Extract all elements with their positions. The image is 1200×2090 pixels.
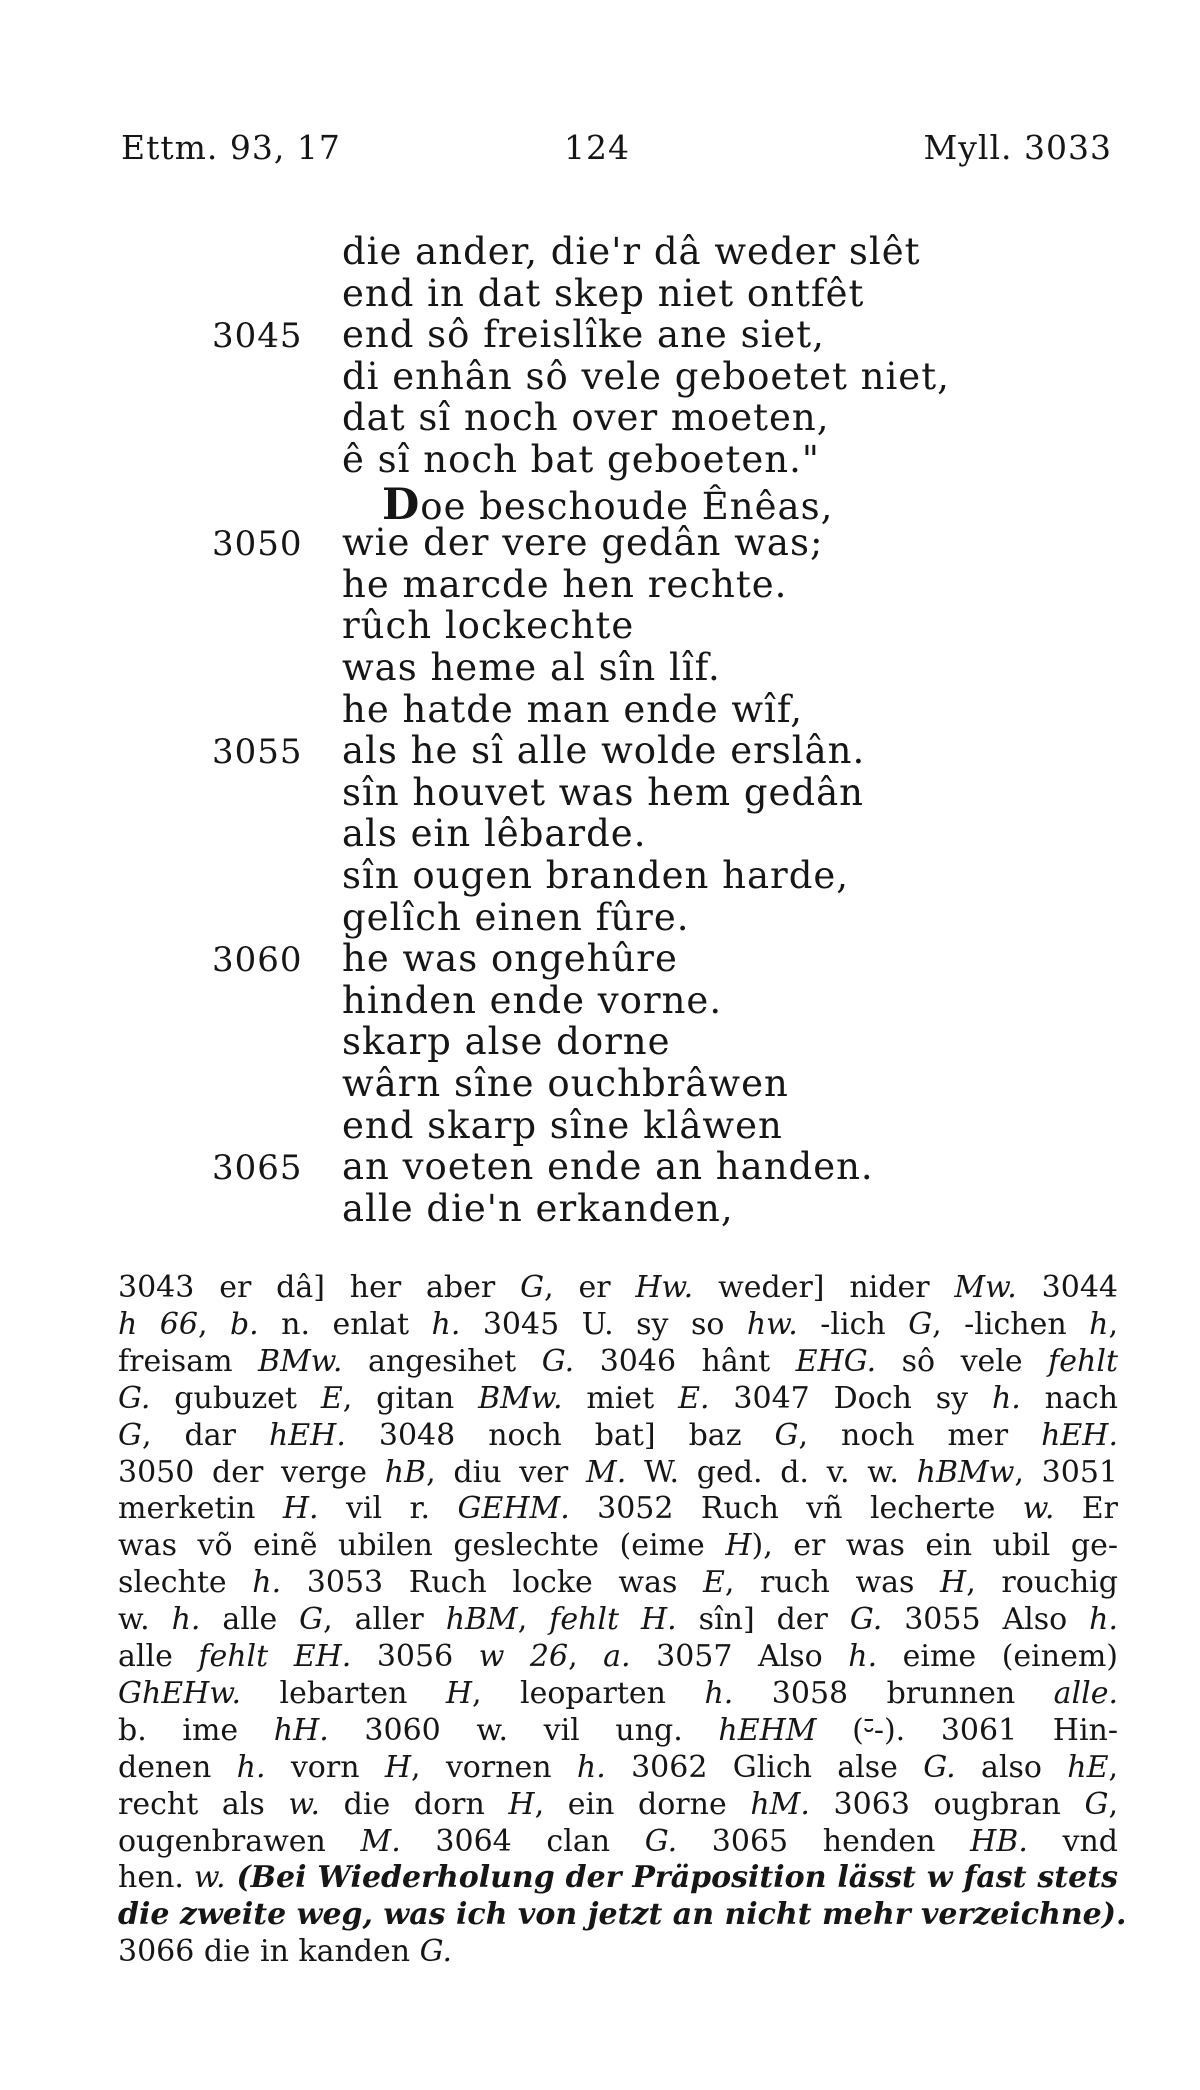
apparatus-text: 3053 Ruch locke was (281, 1565, 703, 1601)
verse-line-number: 3060 (212, 940, 303, 981)
manuscript-siglum: h (1089, 1306, 1109, 1342)
apparatus-line (118, 1455, 1118, 1491)
verse-text: ê sî noch bat geboeten." (342, 438, 820, 481)
verse-text: wârn sîne ouchbrâwen (342, 1062, 789, 1105)
manuscript-siglum: BMw. (478, 1380, 563, 1416)
manuscript-siglum: h. (252, 1565, 282, 1601)
verse-line (342, 604, 634, 647)
manuscript-siglum: G (118, 1417, 142, 1453)
verse-text: hinden ende vorne. (342, 978, 723, 1022)
apparatus-line (118, 1381, 1118, 1417)
verse-line (342, 521, 823, 564)
apparatus-text: , vornen (411, 1749, 577, 1785)
apparatus-text: weder] nider (693, 1270, 955, 1305)
manuscript-siglum: fehlt EH. (198, 1639, 352, 1674)
apparatus-text: freisam (118, 1343, 259, 1379)
apparatus-line (118, 1934, 1118, 1970)
apparatus-line (118, 1750, 1118, 1786)
manuscript-siglum: G. (923, 1749, 956, 1785)
manuscript-siglum: hM. (750, 1786, 810, 1822)
manuscript-siglum: hB (384, 1454, 427, 1490)
manuscript-siglum: H (445, 1675, 473, 1711)
apparatus-text: denen (118, 1749, 237, 1785)
verse-text: he hatde man ende wîf, (342, 687, 804, 731)
verse-text: gelîch einen fûre. (342, 895, 690, 939)
apparatus-text: , (1108, 1306, 1119, 1342)
manuscript-siglum: HB. (970, 1823, 1028, 1859)
verse-text: he was ongehûre (342, 937, 678, 981)
manuscript-siglum: M. (360, 1823, 401, 1859)
apparatus-line (118, 1344, 1118, 1380)
verse-line (342, 729, 865, 772)
verse-line (342, 896, 689, 939)
verse-text: sîn houvet was hem gedân (342, 770, 864, 814)
manuscript-siglum: h. (576, 1749, 606, 1785)
manuscript-siglum: GhEHw. (118, 1675, 242, 1711)
initial-letter: D (382, 479, 421, 530)
editorial-note: (Bei Wiederholung der Präposition lässt w fast stets (225, 1860, 1119, 1896)
apparatus-line (118, 1824, 1118, 1860)
apparatus-text: 3060 w. vil ung. (328, 1712, 719, 1748)
apparatus-text: 3043 er dâ] her aber (118, 1270, 521, 1305)
verse-line-number: 3050 (212, 524, 303, 565)
apparatus-text: , rouchig (966, 1565, 1119, 1601)
manuscript-siglum: hH. (273, 1712, 329, 1748)
manuscript-siglum: hBM (445, 1602, 518, 1638)
apparatus-line (118, 1713, 1118, 1749)
apparatus-text: nach (1020, 1380, 1119, 1416)
manuscript-siglum: a. (603, 1639, 631, 1674)
manuscript-siglum: h 66 (118, 1306, 198, 1342)
verse-text: alle die'n erkanden, (342, 1186, 734, 1230)
apparatus-text: 3044 (1016, 1270, 1118, 1305)
manuscript-siglum: E (320, 1380, 343, 1416)
apparatus-text: 3064 clan (400, 1823, 645, 1859)
verse-text: end sô freislîke ane siet, (342, 313, 825, 357)
verse-line (342, 979, 722, 1022)
manuscript-siglum: G. (541, 1343, 575, 1379)
apparatus-text: alle (118, 1639, 199, 1674)
apparatus-text: w. (118, 1602, 172, 1638)
verse-line (342, 1020, 671, 1063)
apparatus-text: sô vele (876, 1343, 1049, 1379)
verse-text: oe beschoude Ênêas, (420, 484, 834, 528)
apparatus-text: , (1108, 1786, 1119, 1822)
apparatus-text: 3048 noch bat] baz (345, 1417, 775, 1453)
apparatus-line (118, 1639, 1118, 1675)
verse-line (342, 355, 950, 398)
apparatus-text: 3050 der verge (118, 1454, 385, 1490)
verse-line (342, 854, 849, 897)
apparatus-text: , er (544, 1270, 636, 1305)
manuscript-siglum: H. (282, 1491, 319, 1527)
verse-line (342, 771, 864, 814)
verse-text: wie der vere gedân was; (342, 521, 824, 565)
apparatus-text: 3046 hânt (574, 1343, 796, 1379)
manuscript-siglum: G (774, 1417, 799, 1453)
apparatus-text: , -lichen (932, 1306, 1090, 1342)
apparatus-text: die dorn (320, 1786, 509, 1822)
verse-line (342, 688, 803, 731)
manuscript-siglum: H (725, 1528, 752, 1564)
verse-line (342, 230, 921, 273)
verse-text: dat sî noch over moeten, (342, 396, 830, 440)
verse-line-number: 3045 (212, 316, 303, 357)
manuscript-siglum: G (908, 1306, 933, 1342)
apparatus-text: , (517, 1602, 550, 1638)
apparatus-line (118, 1565, 1118, 1601)
verse-line (342, 812, 646, 855)
manuscript-siglum: fehlt H. (549, 1602, 677, 1638)
apparatus-text: merketin (118, 1491, 283, 1527)
apparatus-text: , aller (323, 1602, 446, 1638)
apparatus-text: ), er was ein ubil ge- (751, 1528, 1118, 1564)
apparatus-text: , (568, 1639, 604, 1674)
manuscript-siglum: h. (991, 1380, 1021, 1416)
manuscript-siglum: hEH. (1041, 1417, 1118, 1453)
apparatus-text: , ein dorne (534, 1786, 751, 1822)
apparatus-text: , (1108, 1749, 1119, 1785)
verse-line (342, 563, 787, 606)
apparatus-text: Er (1054, 1491, 1119, 1527)
manuscript-siglum: Hw. (635, 1270, 694, 1305)
verse-text: di enhân sô vele geboetet niet, (342, 354, 950, 398)
apparatus-text: vorn (265, 1749, 385, 1785)
apparatus-text: 3062 Glich alse (605, 1749, 924, 1785)
apparatus-text: hen. (118, 1860, 194, 1896)
apparatus-line (118, 1491, 1118, 1527)
manuscript-siglum: fehlt (1048, 1343, 1119, 1379)
verse-line (342, 646, 721, 689)
apparatus-text: 3047 Doch sy (709, 1380, 992, 1416)
editorial-note: die zweite weg, was ich von jetzt an nicht mehr verzeichne). (118, 1897, 1127, 1933)
verse-line (342, 438, 820, 481)
manuscript-siglum: hEH. (268, 1417, 346, 1453)
apparatus-text: W. ged. d. v. w. (626, 1454, 917, 1490)
apparatus-text: 3055 Also (882, 1602, 1090, 1638)
manuscript-siglum: h. (848, 1639, 878, 1674)
apparatus-text: lebarten (241, 1675, 446, 1711)
apparatus-line (118, 1418, 1118, 1454)
manuscript-siglum: hBMw (916, 1454, 1015, 1490)
verse-line (342, 1062, 789, 1105)
manuscript-siglum: b. (229, 1306, 259, 1342)
manuscript-siglum: GEHM. (457, 1491, 570, 1527)
apparatus-text: sîn] der (676, 1602, 850, 1638)
apparatus-text: n. enlat (258, 1306, 432, 1342)
manuscript-siglum: M. (585, 1454, 627, 1490)
apparatus-text: 3056 (351, 1639, 479, 1674)
apparatus-text: also (955, 1749, 1068, 1785)
apparatus-text: ougenbrawen (118, 1823, 361, 1859)
manuscript-siglum: G. (644, 1823, 678, 1859)
manuscript-siglum: E (702, 1565, 725, 1601)
apparatus-line (118, 1676, 1118, 1712)
apparatus-text: , 3051 (1014, 1454, 1118, 1490)
manuscript-siglum: h. (1089, 1602, 1118, 1638)
apparatus-text: 3058 brunnen (733, 1675, 1054, 1711)
apparatus-line (118, 1602, 1118, 1638)
manuscript-siglum: hE (1067, 1749, 1109, 1785)
apparatus-text: (⏑̄-). 3061 Hin- (816, 1712, 1118, 1748)
verse-line (342, 1187, 734, 1230)
verse-text: als he sî alle wolde erslân. (342, 729, 866, 773)
manuscript-siglum: h. (236, 1749, 266, 1785)
manuscript-siglum: w. (288, 1786, 321, 1822)
running-header-left: Ettm. 93, 17 (121, 128, 341, 167)
manuscript-siglum: h. (704, 1675, 734, 1711)
apparatus-text: eime (einem) (877, 1639, 1118, 1674)
apparatus-line (118, 1270, 1118, 1306)
apparatus-text: , dar (141, 1417, 269, 1453)
manuscript-siglum: E. (678, 1380, 710, 1416)
verse-text: die ander, die'r dâ weder slêt (342, 230, 921, 273)
manuscript-siglum: G. (849, 1602, 883, 1638)
apparatus-text: 3045 U. sy so (460, 1306, 747, 1342)
apparatus-text: 3063 ougbran (809, 1786, 1085, 1822)
verse-text: end in dat skep niet ontfêt (342, 271, 865, 315)
apparatus-text: alle (200, 1602, 300, 1638)
manuscript-siglum: G. (419, 1934, 453, 1970)
verse-text: was heme al sîn lîf. (342, 646, 721, 689)
apparatus-text: 3065 henden (677, 1823, 971, 1859)
verse-line-number: 3065 (212, 1148, 303, 1189)
manuscript-siglum: EHG. (795, 1343, 877, 1379)
apparatus-line (118, 1860, 1118, 1896)
apparatus-line (118, 1897, 1127, 1933)
manuscript-siglum: alle. (1053, 1675, 1118, 1711)
apparatus-text: , noch mer (798, 1417, 1042, 1453)
manuscript-siglum: H (384, 1749, 411, 1785)
apparatus-text: 3057 Also (630, 1639, 849, 1674)
manuscript-siglum: h. (171, 1602, 201, 1638)
verse-line (342, 313, 825, 356)
apparatus-text: , leoparten (472, 1675, 705, 1711)
manuscript-siglum: w. (1022, 1491, 1055, 1527)
manuscript-siglum: Mw. (954, 1270, 1017, 1305)
apparatus-text: 3052 Ruch vñ lecherte (569, 1491, 1023, 1527)
manuscript-siglum: BMw. (258, 1343, 343, 1379)
apparatus-line (118, 1307, 1118, 1343)
verse-line (342, 272, 864, 315)
apparatus-text: slechte (118, 1565, 253, 1601)
apparatus-text: vil r. (318, 1491, 458, 1527)
apparatus-text: , gitan (342, 1380, 479, 1416)
apparatus-text: , diu ver (426, 1454, 586, 1490)
manuscript-siglum: G (299, 1602, 324, 1638)
apparatus-text: 3066 die in kanden (118, 1934, 420, 1970)
manuscript-siglum: H (940, 1565, 967, 1601)
apparatus-text: -lich (797, 1306, 909, 1342)
apparatus-text: was võ einẽ ubilen geslechte (eime (118, 1528, 726, 1564)
verse-line (342, 937, 678, 980)
verse-line (342, 1145, 874, 1188)
apparatus-text: gubuzet (150, 1380, 321, 1416)
verse-text: skarp alse dorne (342, 1020, 671, 1064)
verse-line-number: 3055 (212, 732, 303, 773)
apparatus-line (118, 1528, 1118, 1564)
apparatus-text: angesihet (342, 1343, 542, 1379)
apparatus-text: b. ime (118, 1712, 274, 1748)
page-number: 124 (564, 128, 630, 167)
verse-text: an voeten ende an handen. (342, 1145, 874, 1189)
manuscript-siglum: h. (431, 1306, 461, 1342)
verse-text: sîn ougen branden harde, (342, 854, 850, 897)
apparatus-text: , (197, 1306, 230, 1342)
verse-line (342, 396, 830, 439)
manuscript-siglum: H (508, 1786, 535, 1822)
verse-text: als ein lêbarde. (342, 812, 647, 856)
manuscript-siglum: w 26 (478, 1639, 569, 1674)
apparatus-text: miet (562, 1380, 679, 1416)
manuscript-siglum: w. (193, 1860, 226, 1896)
manuscript-siglum: hEHM (718, 1712, 817, 1748)
apparatus-line (118, 1787, 1118, 1823)
verse-text: end skarp sîne klâwen (342, 1103, 783, 1147)
verse-text: rûch lockechte (342, 604, 635, 648)
manuscript-siglum: hw. (746, 1306, 798, 1342)
manuscript-siglum: G (1084, 1786, 1109, 1822)
verse-text: he marcde hen rechte. (342, 562, 788, 606)
running-header-right: Myll. 3033 (923, 128, 1112, 167)
verse-line (342, 1104, 783, 1147)
apparatus-text: recht als (118, 1786, 289, 1822)
apparatus-text: vnd (1027, 1823, 1118, 1859)
manuscript-siglum: G. (118, 1380, 151, 1416)
apparatus-text: , ruch was (724, 1565, 941, 1601)
manuscript-siglum: G (520, 1270, 545, 1305)
